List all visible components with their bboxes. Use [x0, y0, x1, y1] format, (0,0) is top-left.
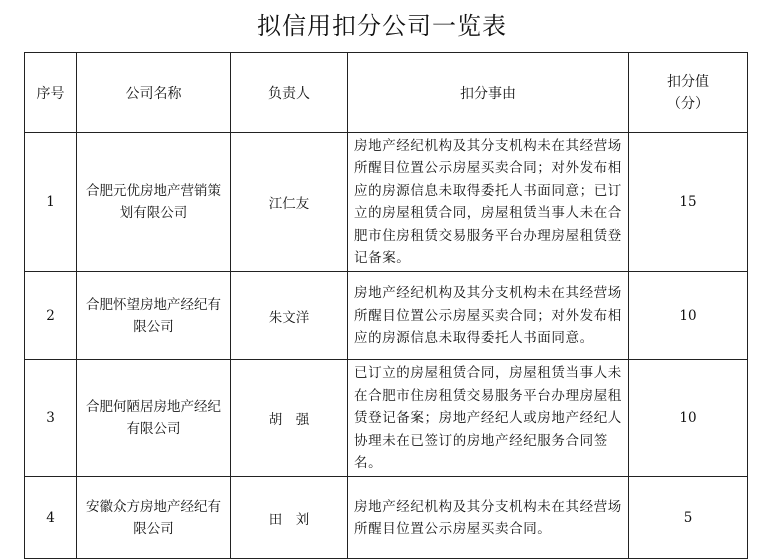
row-score: 10 — [629, 272, 748, 360]
row-index: 2 — [25, 272, 77, 360]
row-score: 10 — [629, 360, 748, 477]
header-score: 扣分值（分） — [629, 53, 748, 133]
page-title: 拟信用扣分公司一览表 — [257, 12, 507, 40]
row-score: 5 — [629, 477, 748, 559]
row-company: 合肥何陋居房地产经纪有限公司 — [77, 360, 231, 477]
row-person: 胡 强 — [231, 360, 348, 477]
row-person: 田 刘 — [231, 477, 348, 559]
row-company: 合肥元优房地产营销策划有限公司 — [77, 133, 231, 272]
row-reason: 已订立的房屋租赁合同，房屋租赁当事人未在合肥市住房租赁交易服务平台办理房屋租赁登记备案；房地产经纪人或房地产经纪人协理未在已签订的房地产经纪服务合同签名。 — [348, 360, 629, 477]
row-person: 朱文洋 — [231, 272, 348, 360]
table-row — [25, 272, 748, 360]
row-company: 合肥怀望房地产经纪有限公司 — [77, 272, 231, 360]
header-company: 公司名称 — [77, 53, 231, 133]
row-reason: 房地产经纪机构及其分支机构未在其经营场所醒目位置公示房屋买卖合同；对外发布相应的房源信息未取得委托人书面同意。 — [348, 272, 629, 360]
header-person: 负责人 — [231, 53, 348, 133]
table-row — [25, 360, 748, 477]
row-index: 3 — [25, 360, 77, 477]
table-header-row — [25, 53, 748, 133]
header-reason: 扣分事由 — [348, 53, 629, 133]
row-reason: 房地产经纪机构及其分支机构未在其经营场所醒目位置公示房屋买卖合同；对外发布相应的房源信息未取得委托人书面同意；已订立的房屋租赁合同，房屋租赁当事人未在合肥市住房租赁交易服务平台办理房屋租赁登记备案。 — [348, 133, 629, 272]
row-index: 1 — [25, 133, 77, 272]
table-row — [25, 477, 748, 559]
row-score: 15 — [629, 133, 748, 272]
row-reason: 房地产经纪机构及其分支机构未在其经营场所醒目位置公示房屋买卖合同。 — [348, 477, 629, 559]
row-index: 4 — [25, 477, 77, 559]
deduction-table — [24, 52, 748, 559]
table-row — [25, 133, 748, 272]
row-company: 安徽众方房地产经纪有限公司 — [77, 477, 231, 559]
row-person: 江仁友 — [231, 133, 348, 272]
header-index: 序号 — [25, 53, 77, 133]
